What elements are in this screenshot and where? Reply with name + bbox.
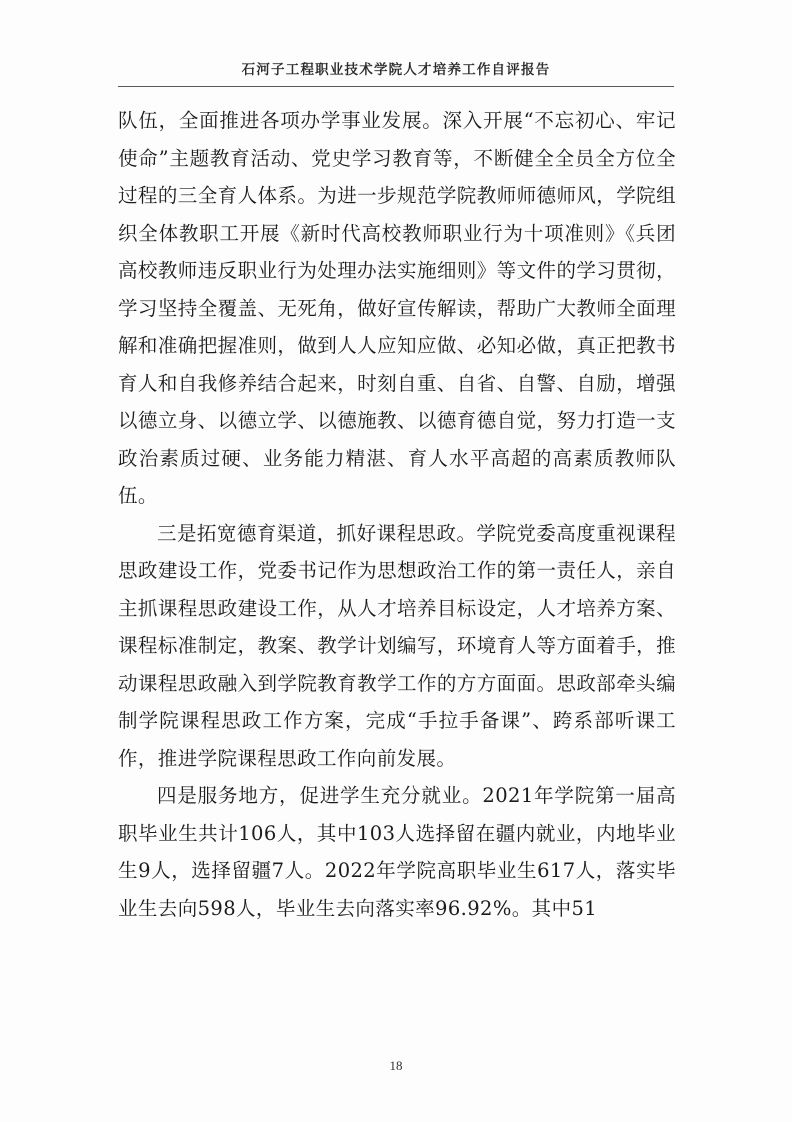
- header-divider: [118, 86, 674, 87]
- page-number: 18: [389, 1058, 403, 1073]
- paragraph-2: 三是拓宽德育渠道，抓好课程思政。学院党委高度重视课程思政建设工作，党委书记作为思想政治工作的第一责任人，亲自主抓课程思政建设工作，从人才培养目标设定，人才培养方案、课程标准制定，教案、教学计划编写，环境育人等方面着手，推动课程思政融入到学院教育教学工作的方方面面。思政部牵头编制学院课程思政工作方案，完成“手拉手备课”、跨系部听课工作，推进学院课程思政工作向前发展。: [118, 521, 676, 770]
- document-body: [118, 102, 676, 927]
- paragraph-1: 队伍，全面推进各项办学事业发展。深入开展“不忘初心、牢记使命”主题教育活动、党史学习教育等，不断健全全员全方位全过程的三全育人体系。为进一步规范学院教师师德师风，学院组织全体教职工开展《新时代高校教师职业行为十项准则》《兵团高校教师违反职业行为处理办法实施细则》等文件的学习贯彻，学习坚持全覆盖、无死角，做好宣传解读，帮助广大教师全面理解和准确把握准则，做到人人应知应做、必知必做，真正把教书育人和自我修养结合起来，时刻自重、自省、自警、自励，增强以德立身、以德立学、以德施教、以德育德自觉，努力打造一支政治素质过硬、业务能力精湛、育人水平高超的高素质教师队伍。: [118, 109, 676, 507]
- page-header-title: 石河子工程职业技术学院人才培养工作自评报告: [241, 62, 551, 78]
- paragraph-3: 四是服务地方，促进学生充分就业。2021年学院第一届高职毕业生共计106人，其中103人选择留在疆内就业，内地毕业生9人，选择留疆7人。2022年学院高职毕业生617人，落实毕业生去向598人，毕业生去向落实率96.92%。其中51: [118, 784, 676, 920]
